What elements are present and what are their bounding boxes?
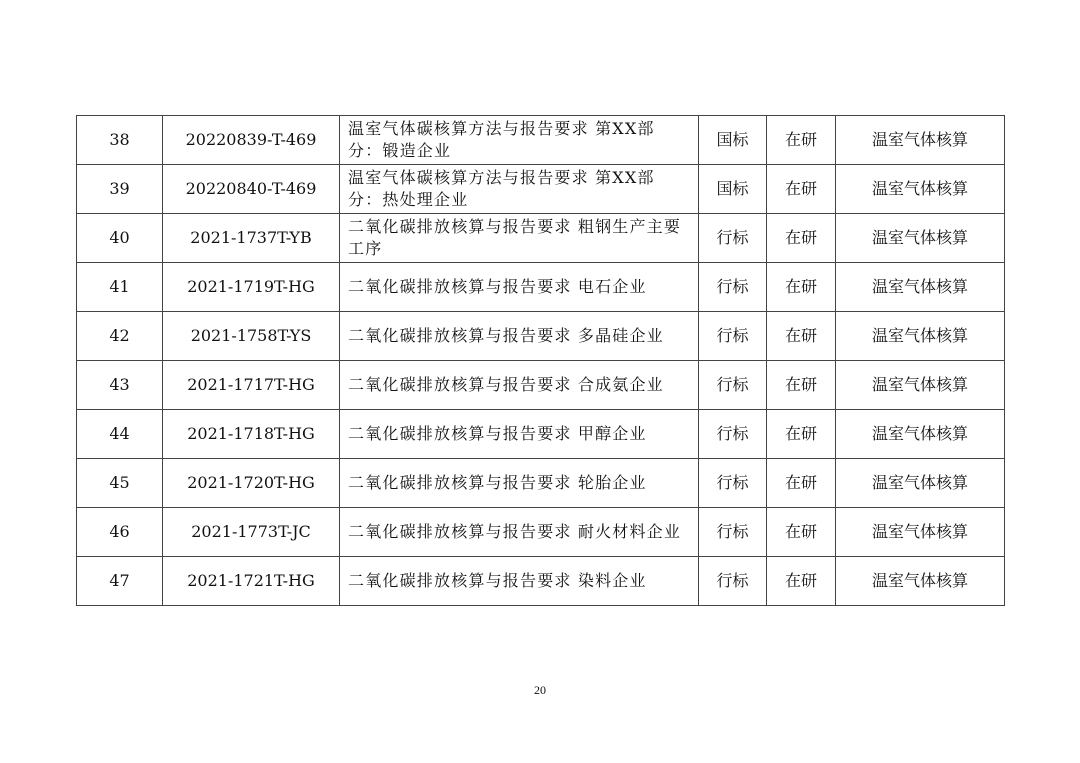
row-number-cell: 40 (77, 214, 163, 263)
standard-category-cell: 温室气体核算 (836, 214, 1005, 263)
table-row (77, 116, 1005, 165)
standard-type-cell: 行标 (699, 557, 767, 606)
standard-type-cell: 国标 (699, 116, 767, 165)
table-row (77, 410, 1005, 459)
standard-title-cell: 温室气体碳核算方法与报告要求 第XX部分：锻造企业 (340, 116, 699, 165)
standard-title-cell: 二氧化碳排放核算与报告要求 粗钢生产主要工序 (340, 214, 699, 263)
row-number-cell: 47 (77, 557, 163, 606)
row-number-cell: 43 (77, 361, 163, 410)
standard-category-cell: 温室气体核算 (836, 361, 1005, 410)
standards-table (76, 115, 1005, 606)
standard-type-cell: 行标 (699, 410, 767, 459)
standard-type-cell: 行标 (699, 508, 767, 557)
standard-status-cell: 在研 (767, 116, 836, 165)
table-row (77, 214, 1005, 263)
standard-type-cell: 行标 (699, 459, 767, 508)
standard-code-cell: 20220840-T-469 (163, 165, 340, 214)
standard-status-cell: 在研 (767, 508, 836, 557)
table-row (77, 361, 1005, 410)
row-number-cell: 46 (77, 508, 163, 557)
row-number-cell: 39 (77, 165, 163, 214)
table-row (77, 263, 1005, 312)
standard-title-cell: 二氧化碳排放核算与报告要求 甲醇企业 (340, 410, 699, 459)
table-row (77, 165, 1005, 214)
standard-category-cell: 温室气体核算 (836, 263, 1005, 312)
standard-category-cell: 温室气体核算 (836, 116, 1005, 165)
standard-code-cell: 2021-1758T-YS (163, 312, 340, 361)
standard-status-cell: 在研 (767, 459, 836, 508)
standard-title-cell: 温室气体碳核算方法与报告要求 第XX部分：热处理企业 (340, 165, 699, 214)
standard-code-cell: 20220839-T-469 (163, 116, 340, 165)
row-number-cell: 41 (77, 263, 163, 312)
standard-title-cell: 二氧化碳排放核算与报告要求 耐火材料企业 (340, 508, 699, 557)
standard-category-cell: 温室气体核算 (836, 165, 1005, 214)
standard-category-cell: 温室气体核算 (836, 312, 1005, 361)
standard-category-cell: 温室气体核算 (836, 410, 1005, 459)
standard-title-cell: 二氧化碳排放核算与报告要求 多晶硅企业 (340, 312, 699, 361)
standard-code-cell: 2021-1720T-HG (163, 459, 340, 508)
standard-type-cell: 行标 (699, 361, 767, 410)
standard-type-cell: 国标 (699, 165, 767, 214)
standard-code-cell: 2021-1721T-HG (163, 557, 340, 606)
standard-status-cell: 在研 (767, 263, 836, 312)
table-row (77, 312, 1005, 361)
standard-status-cell: 在研 (767, 214, 836, 263)
table-row (77, 459, 1005, 508)
table-row (77, 557, 1005, 606)
standard-type-cell: 行标 (699, 214, 767, 263)
standard-title-cell: 二氧化碳排放核算与报告要求 电石企业 (340, 263, 699, 312)
standard-code-cell: 2021-1737T-YB (163, 214, 340, 263)
standard-code-cell: 2021-1773T-JC (163, 508, 340, 557)
standard-type-cell: 行标 (699, 312, 767, 361)
standard-status-cell: 在研 (767, 361, 836, 410)
standard-code-cell: 2021-1718T-HG (163, 410, 340, 459)
standard-category-cell: 温室气体核算 (836, 508, 1005, 557)
standard-category-cell: 温室气体核算 (836, 459, 1005, 508)
standard-status-cell: 在研 (767, 312, 836, 361)
row-number-cell: 45 (77, 459, 163, 508)
standard-title-cell: 二氧化碳排放核算与报告要求 合成氨企业 (340, 361, 699, 410)
row-number-cell: 38 (77, 116, 163, 165)
page-number: 20 (534, 683, 546, 697)
standard-status-cell: 在研 (767, 557, 836, 606)
table-row (77, 508, 1005, 557)
standard-title-cell: 二氧化碳排放核算与报告要求 染料企业 (340, 557, 699, 606)
row-number-cell: 42 (77, 312, 163, 361)
standard-category-cell: 温室气体核算 (836, 557, 1005, 606)
standard-status-cell: 在研 (767, 165, 836, 214)
standards-table-body (77, 116, 1005, 606)
standard-status-cell: 在研 (767, 410, 836, 459)
row-number-cell: 44 (77, 410, 163, 459)
standard-code-cell: 2021-1717T-HG (163, 361, 340, 410)
standard-type-cell: 行标 (699, 263, 767, 312)
standard-title-cell: 二氧化碳排放核算与报告要求 轮胎企业 (340, 459, 699, 508)
standard-code-cell: 2021-1719T-HG (163, 263, 340, 312)
